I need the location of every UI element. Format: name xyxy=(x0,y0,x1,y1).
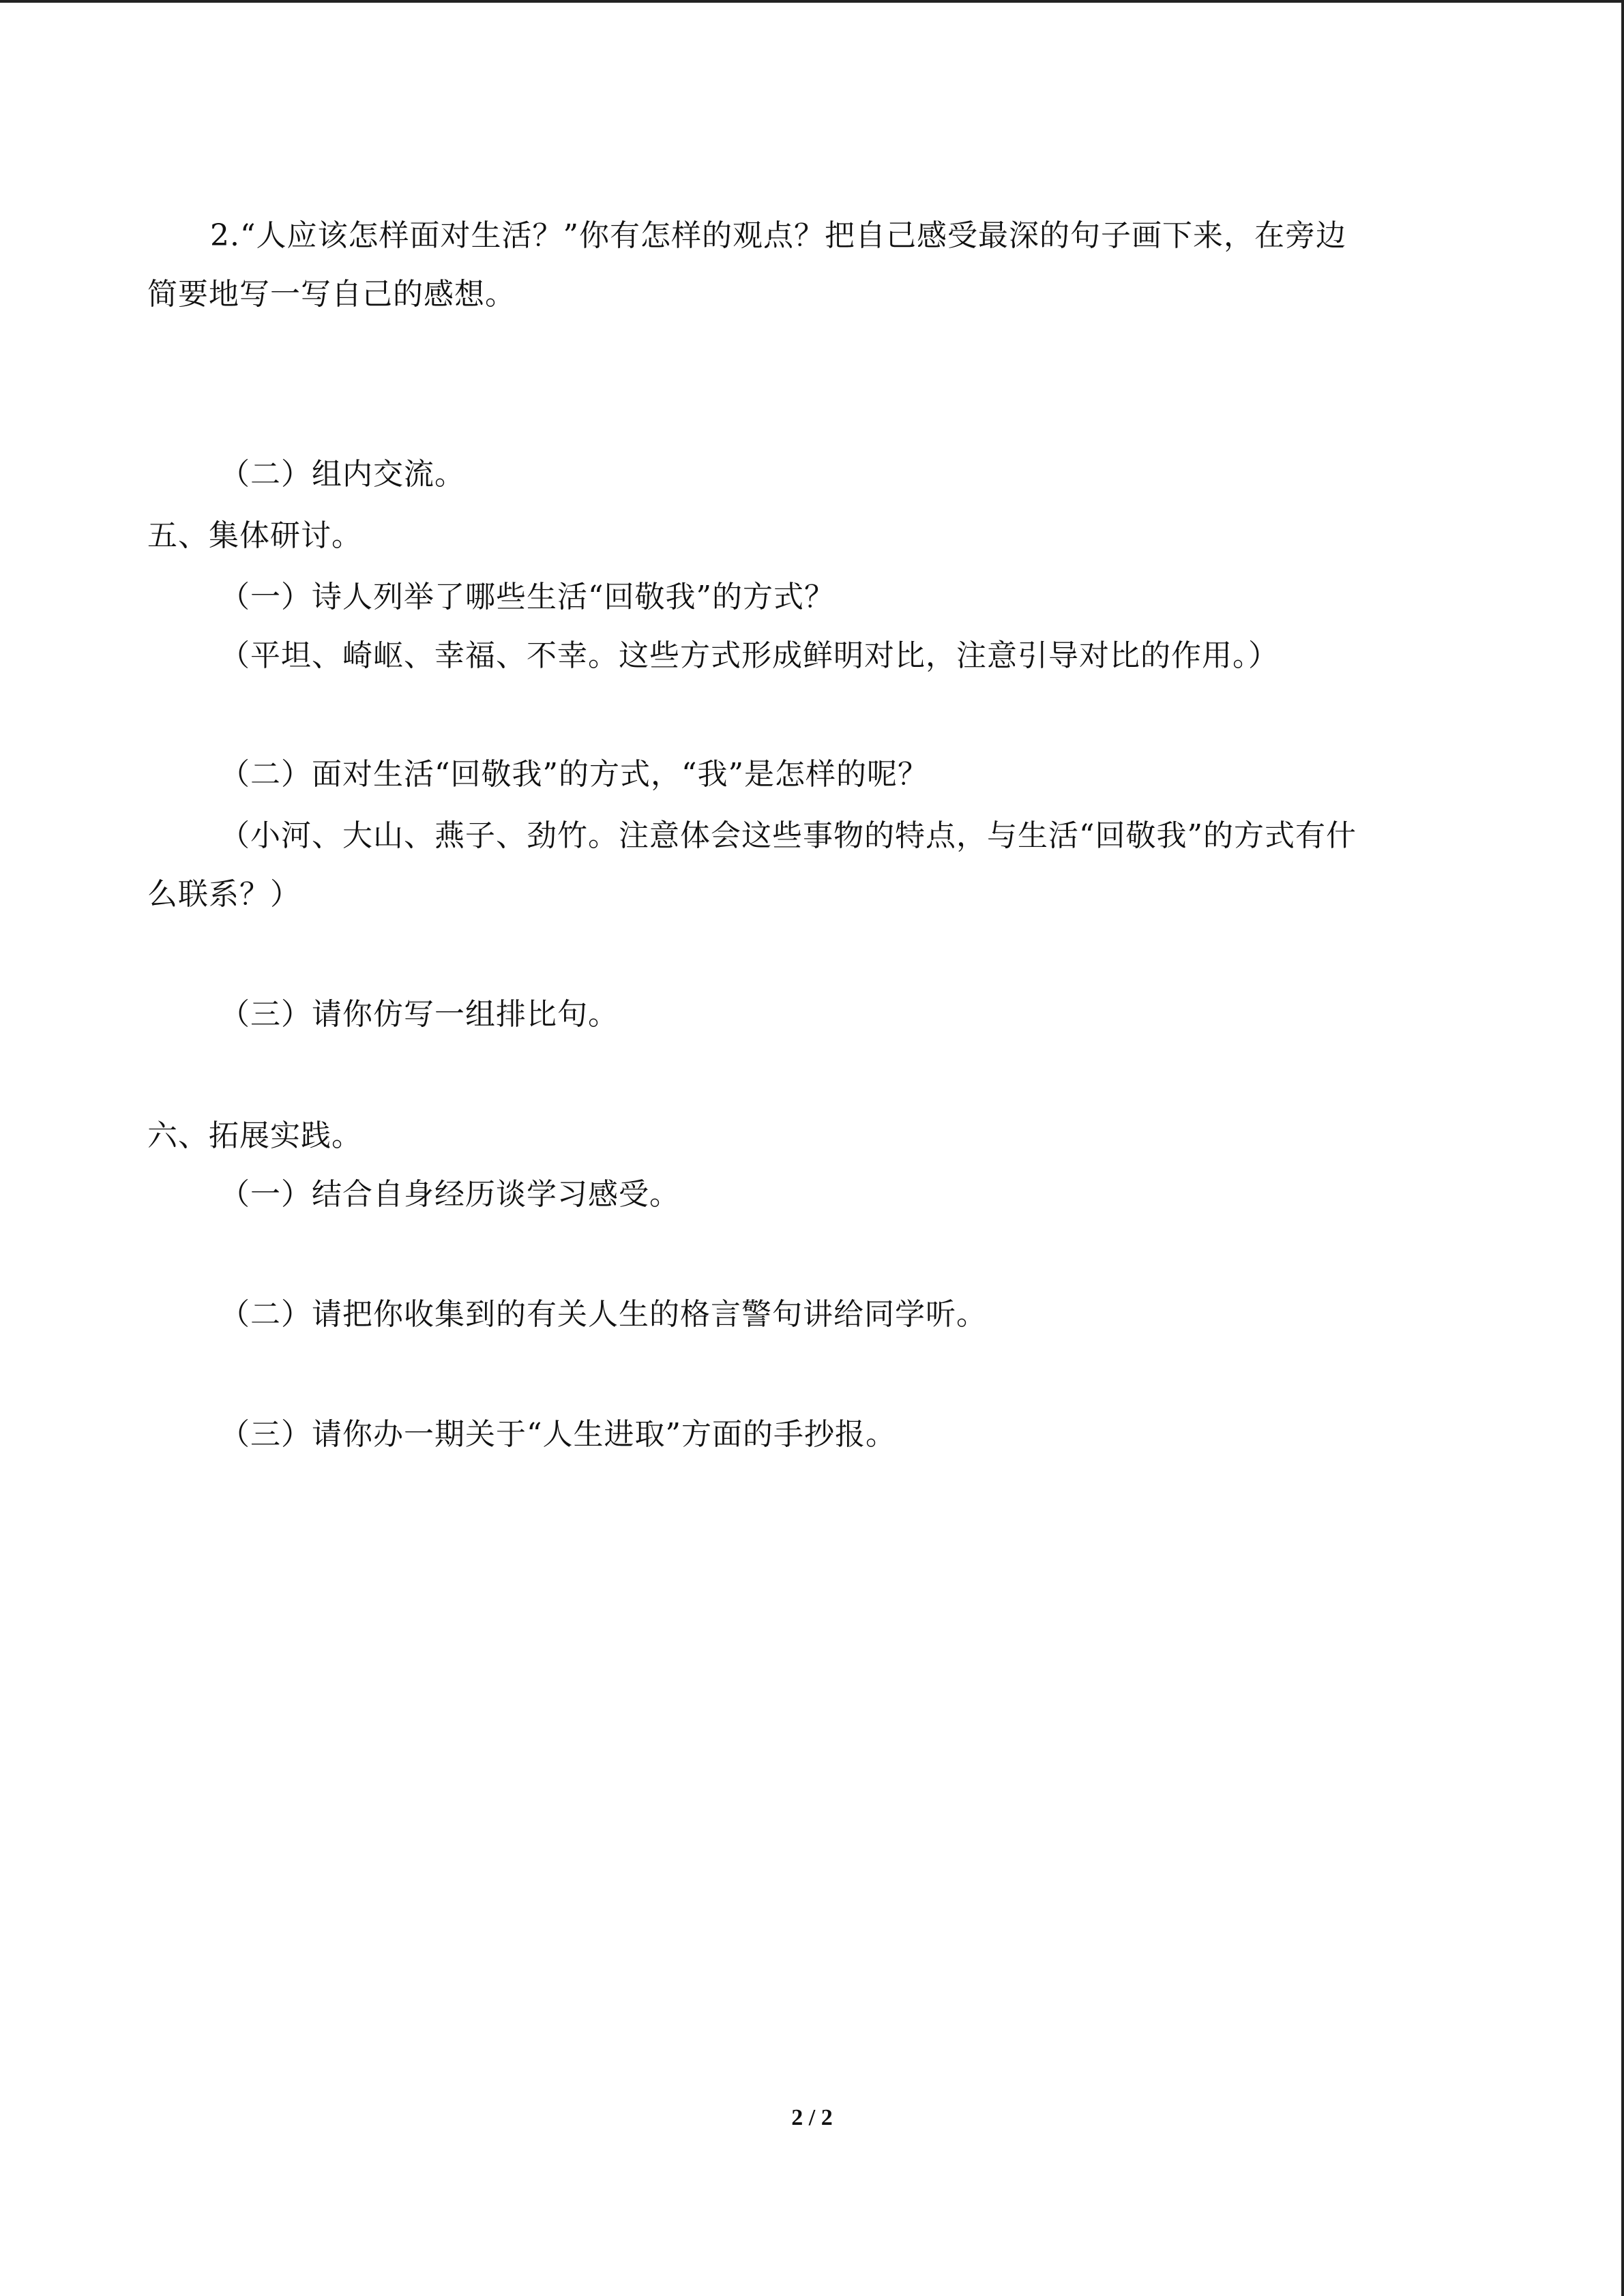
section-five-heading: 五、集体研讨。 xyxy=(147,518,362,553)
right-border xyxy=(1621,0,1624,2296)
section-five-item-1-note: （平坦、崎岖、幸福、不幸。这些方式形成鲜明对比，注意引导对比的作用。） xyxy=(220,638,1279,673)
section-five-item-2: （二）面对生活“回敬我”的方式，“我”是怎样的呢？ xyxy=(220,757,928,792)
section-five-item-1: （一）诗人列举了哪些生活“回敬我”的方式？ xyxy=(220,580,835,614)
section-six-item-1: （一）结合自身经历谈学习感受。 xyxy=(220,1177,680,1212)
top-border xyxy=(0,0,1624,3)
question-2-line-1: 2.“人应该怎样面对生活？”你有怎样的观点？把自己感受最深的句子画下来，在旁边 xyxy=(210,218,1346,253)
question-2-line-2: 简要地写一写自己的感想。 xyxy=(147,277,516,312)
page-number: 2 / 2 xyxy=(791,2105,833,2130)
section-five-item-2-note-line-1: （小河、大山、燕子、劲竹。注意体会这些事物的特点，与生活“回敬我”的方式有什 xyxy=(220,818,1357,853)
section-six-heading: 六、拓展实践。 xyxy=(147,1118,362,1153)
section-six-item-3: （三）请你办一期关于“人生进取”方面的手抄报。 xyxy=(220,1417,896,1452)
group-discussion: （二）组内交流。 xyxy=(220,457,465,492)
section-five-item-3: （三）请你仿写一组排比句。 xyxy=(220,997,619,1032)
section-six-item-2: （二）请把你收集到的有关人生的格言警句讲给同学听。 xyxy=(220,1297,987,1332)
section-five-item-2-note-line-2: 么联系？） xyxy=(147,877,301,912)
